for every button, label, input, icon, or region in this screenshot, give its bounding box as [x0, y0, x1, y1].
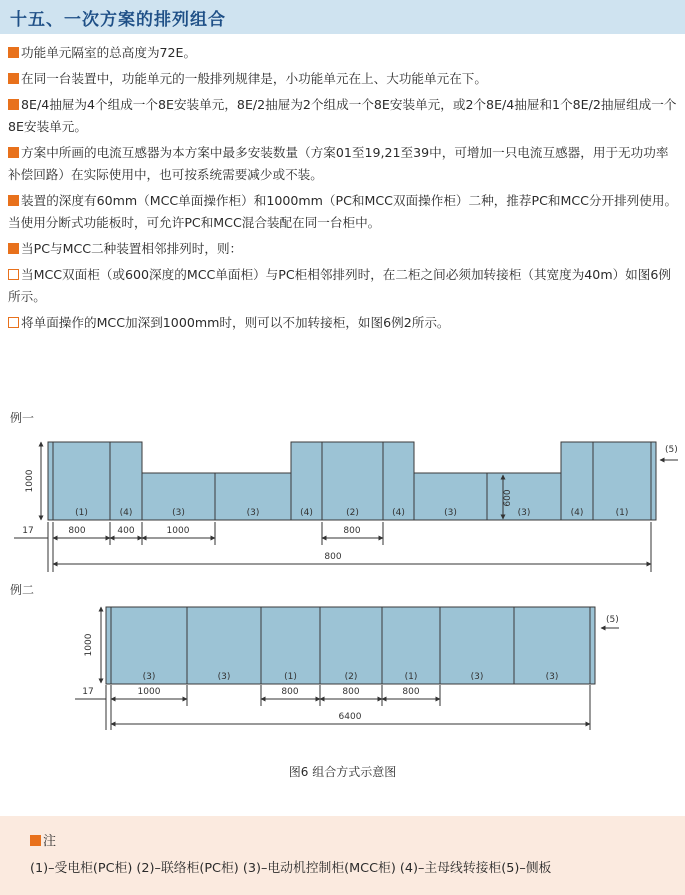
- dim-800: 800: [343, 526, 361, 536]
- dim-800: 800: [68, 526, 86, 536]
- cabinet-label: (3): [246, 508, 260, 518]
- page-title: 十五、一次方案的排列组合: [10, 10, 226, 30]
- cabinet-label: (1): [284, 672, 297, 682]
- paragraph: 8E/4抽屉为4个组成一个8E安装单元，8E/2抽屉为2个组成一个8E安装单元，或2个8E/4抽屉和1个8E/2抽屉组成一个8E安装单元。: [8, 97, 677, 134]
- example2-label: 例二: [10, 583, 35, 597]
- cabinet-label: (4): [570, 508, 584, 518]
- cabinet-label: (1): [615, 508, 629, 518]
- dim-total: 800: [324, 552, 342, 562]
- square-bullet-icon: [8, 147, 19, 158]
- side-panel: [590, 607, 595, 684]
- example2-side-label: (5): [606, 615, 619, 625]
- square-bullet-icon: [8, 243, 19, 254]
- cabinet-label: (3): [444, 508, 457, 518]
- cabinet-label: (4): [300, 508, 313, 518]
- hollow-square-bullet-icon: [8, 317, 19, 328]
- square-bullet-icon: [8, 47, 19, 58]
- note-heading: 注: [30, 830, 56, 849]
- side-panel: [48, 442, 53, 520]
- cabinet-label: (2): [344, 672, 358, 682]
- dim-total: 6400: [338, 712, 362, 722]
- example2-cabinets: [106, 607, 595, 684]
- figure-caption: 图6 组合方式示意图: [288, 765, 397, 779]
- cabinet-label: (4): [119, 508, 133, 518]
- dim-1000: 1000: [166, 526, 190, 536]
- example1-dimensions: [14, 522, 651, 572]
- cabinet-label: (1): [404, 672, 418, 682]
- cabinet-label: (2): [346, 508, 359, 518]
- cabinet-label: (1): [75, 508, 88, 518]
- paragraph: 当MCC双面柜（或600深度的MCC单面柜）与PC柜相邻排列时，在二柜之间必须加转接柜（其宽度为40m）如图6例所示。: [8, 267, 671, 304]
- cabinet-label: (3): [217, 672, 231, 682]
- cabinet-label: (4): [392, 508, 405, 518]
- dim-17: 17: [22, 526, 34, 536]
- side-panel: [106, 607, 111, 684]
- dim-17: 17: [82, 687, 94, 697]
- example1-label: 例一: [10, 411, 35, 425]
- side-panel: [651, 442, 656, 520]
- dim-800: 800: [281, 687, 299, 697]
- example1-height-label: 1000: [25, 469, 35, 493]
- paragraph: 在同一台装置中，功能单元的一般排列规律是，小功能单元在上、大功能单元在下。: [8, 68, 680, 90]
- paragraph: 功能单元隔室的总高度为72E。: [8, 42, 680, 64]
- paragraph: 装置的深度有60mm（MCC单面操作柜）和1000mm（PC和MCC双面操作柜）二种，推荐PC和MCC分开排列使用。当使用分断式功能板时，可允许PC和MCC混合装配在同一台柜中。: [8, 193, 678, 230]
- example1-depth-label: 600: [503, 489, 513, 507]
- cabinet-label: (3): [545, 672, 559, 682]
- square-bullet-icon: [8, 73, 19, 84]
- example1-cabinets: [48, 442, 656, 520]
- cabinet-label: (3): [470, 672, 484, 682]
- hollow-square-bullet-icon: [8, 269, 19, 280]
- square-bullet-icon: [30, 835, 41, 846]
- title-bar: [0, 0, 685, 34]
- dim-1000: 1000: [137, 687, 161, 697]
- body-text: [8, 42, 680, 338]
- dim-400: 400: [117, 526, 135, 536]
- example2-height-label: 1000: [84, 633, 94, 657]
- cabinet-label: (3): [142, 672, 156, 682]
- paragraph: 方案中所画的电流互感器为本方案中最多安装数量（方案01至19,21至39中，可增加一只电流互感器，用于无功功率补偿回路）在实际使用中，也可按系统需要减少或不装。: [8, 145, 669, 182]
- note-legend: (1)–受电柜(PC柜) (2)–联络柜(PC柜) (3)–电动机控制柜(MCC柜) (4)–主母线转接柜(5)–侧板: [30, 861, 552, 876]
- cabinet-label: (3): [172, 508, 185, 518]
- cabinet-label: (3): [517, 508, 531, 518]
- dim-800: 800: [342, 687, 360, 697]
- paragraph: 当PC与MCC二种装置相邻排列时，则：: [8, 238, 680, 260]
- note-box: [0, 816, 685, 895]
- square-bullet-icon: [8, 99, 19, 110]
- square-bullet-icon: [8, 195, 19, 206]
- arrangement-diagram: [0, 400, 685, 760]
- dim-800: 800: [402, 687, 420, 697]
- paragraph: 将单面操作的MCC加深到1000mm时，则可以不加转接柜，如图6例2所示。: [8, 312, 680, 334]
- example1-side-label: (5): [665, 445, 678, 455]
